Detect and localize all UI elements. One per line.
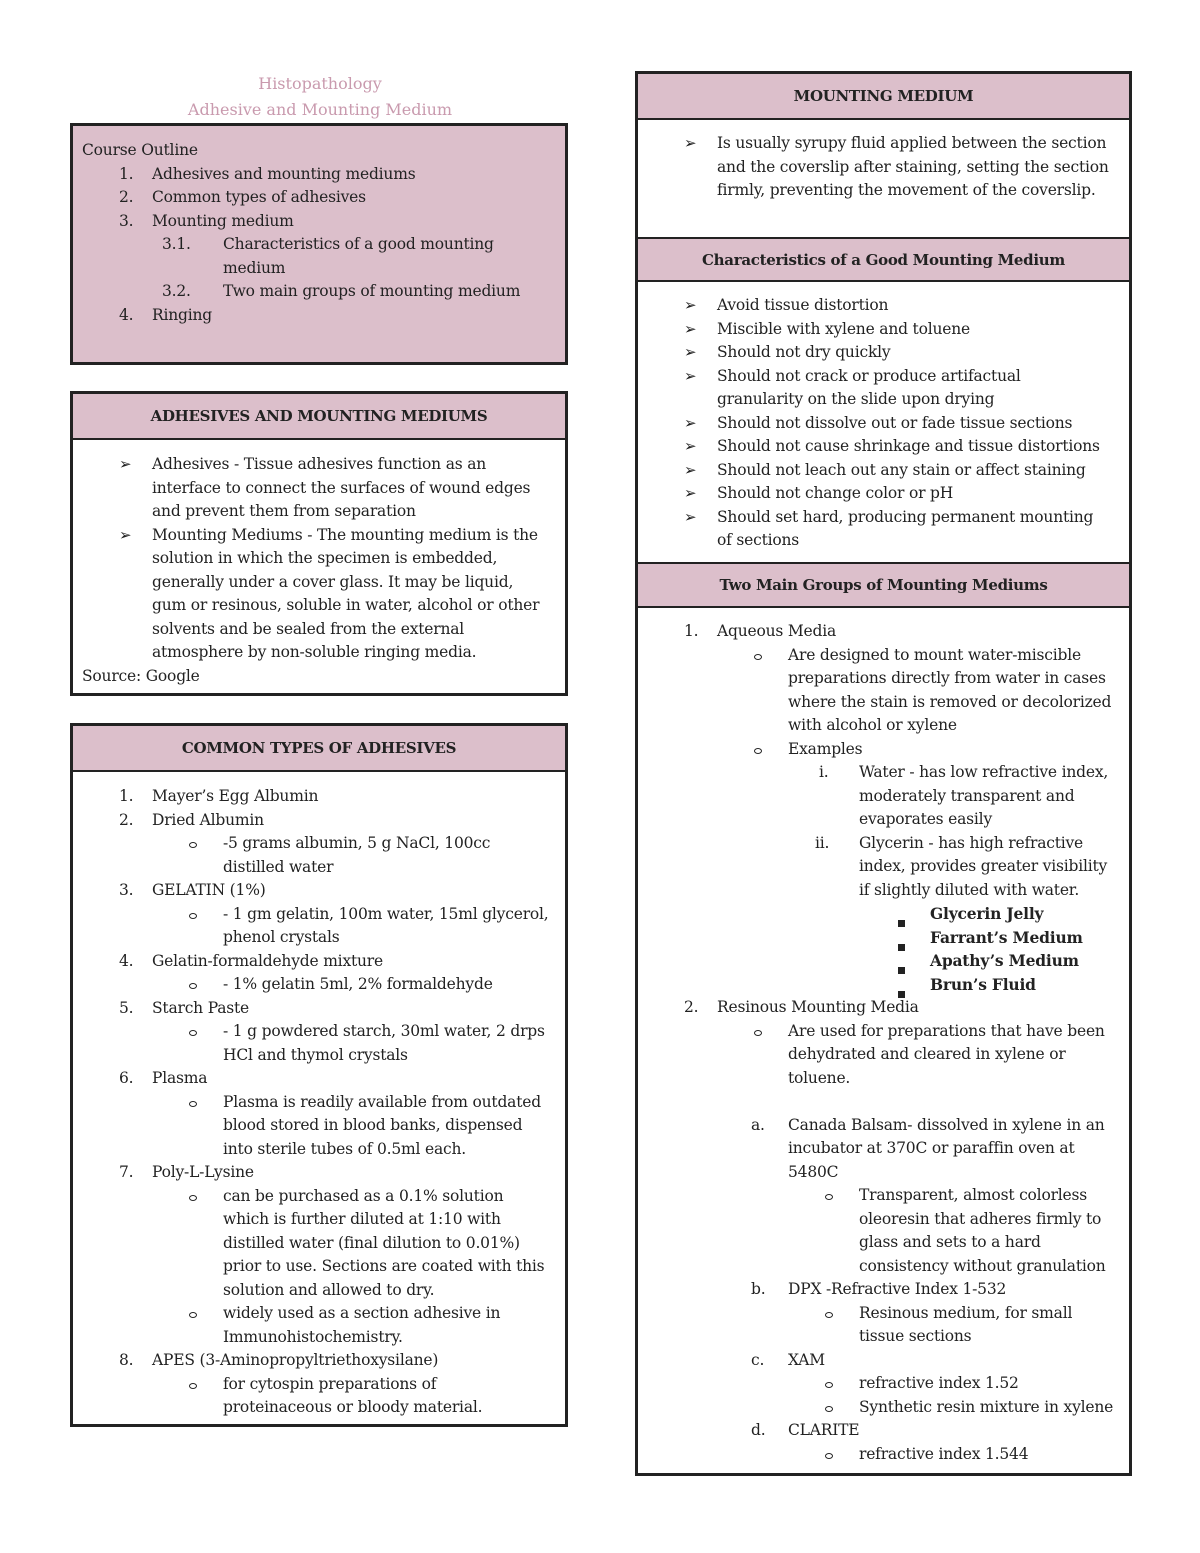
- example-item: moderately transparent and: [859, 786, 1075, 805]
- bullet-line: ➢ Should not dry quickly: [684, 343, 891, 361]
- bullet-line: and prevent them from separation: [152, 502, 416, 520]
- bullet-line: ➢ Miscible with xylene and toluene: [684, 319, 970, 338]
- section-header: COMMON TYPES OF ADHESIVES: [73, 726, 565, 772]
- list-item: 1. Mayer’s Egg Albumin: [119, 787, 319, 805]
- list-item: 3. GELATIN (1%): [119, 881, 266, 899]
- bullet-line: generally under a cover glass. It may be liquid,: [152, 572, 514, 591]
- sub-item: proteinaceous or bloody material.: [223, 1398, 483, 1416]
- sub-item: dehydrated and cleared in xylene or: [788, 1045, 1066, 1063]
- right-column-box: [635, 71, 1132, 1476]
- bullet-line: atmosphere by non-soluble ringing media.: [152, 643, 477, 661]
- circle-bullet-icon: [189, 913, 197, 919]
- bullet-line: solvents and be sealed from the external: [152, 619, 465, 638]
- bullet-line: ➢ Should set hard, producing permanent mounting: [684, 507, 1094, 526]
- sub-item: toluene.: [788, 1068, 851, 1087]
- course-outline-box: [70, 123, 568, 365]
- sub-item: Synthetic resin mixture in xylene: [647, 1396, 1129, 1420]
- common-adhesives-box: [70, 723, 568, 1427]
- example-item: evaporates easily: [859, 810, 992, 828]
- sub-item: prior to use. Sections are coated with this: [223, 1257, 545, 1275]
- medium-item: Apathy’s Medium: [647, 949, 1129, 973]
- section-header: MOUNTING MEDIUM: [638, 74, 1129, 120]
- page-subtitle: Adhesive and Mounting Medium: [187, 100, 453, 119]
- sub-item: with alcohol or xylene: [788, 716, 957, 734]
- sub-item: oleoresin that adheres firmly to: [859, 1209, 1102, 1228]
- circle-bullet-icon: [189, 1383, 197, 1389]
- resin-item: b. DPX -Refractive Index 1-532: [751, 1280, 1007, 1298]
- sub-item: HCl and thymol crystals: [223, 1045, 408, 1064]
- list-item: 6. Plasma: [119, 1069, 208, 1087]
- bullet-line: ➢ Adhesives - Tissue adhesives function as an: [119, 455, 487, 473]
- medium-item: Glycerin Jelly: [647, 902, 1129, 926]
- sub-item: Plasma is readily available from outdated: [82, 1091, 565, 1115]
- example-item: index, provides greater visibility: [859, 857, 1108, 875]
- bullet-line: ➢ Should not crack or produce artifactual: [684, 366, 1021, 385]
- list-item: 8. APES (3-Aminopropyltriethoxysilane): [119, 1351, 439, 1369]
- page-title: Histopathology: [258, 74, 382, 93]
- circle-bullet-icon: [754, 1030, 762, 1036]
- circle-bullet-icon: [189, 1101, 197, 1107]
- sub-item: consistency without granulation: [859, 1256, 1106, 1275]
- sub-item: into sterile tubes of 0.5ml each.: [223, 1139, 467, 1158]
- blank-line: [647, 1090, 1129, 1114]
- resin-item: incubator at 370C or paraffin oven at: [788, 1139, 1075, 1157]
- sub-item: Examples: [647, 738, 1129, 762]
- circle-bullet-icon: [189, 1030, 197, 1036]
- bullet-line: ➢ Is usually syrupy fluid applied between the section: [684, 134, 1107, 152]
- sub-item: - 1% gelatin 5ml, 2% formaldehyde: [82, 973, 565, 997]
- sub-item: where the stain is removed or decolorized: [788, 692, 1112, 711]
- outline-item: 3.2. Two main groups of mounting medium: [162, 282, 521, 300]
- list-item: 1. Aqueous Media: [684, 622, 837, 640]
- sub-item: tissue sections: [859, 1327, 972, 1345]
- circle-bullet-icon: [189, 983, 197, 989]
- mounting-medium-body: [638, 120, 1129, 237]
- characteristics-body: [638, 282, 1129, 562]
- circle-bullet-icon: [825, 1194, 833, 1200]
- sub-item: phenol crystals: [223, 928, 340, 946]
- bullet-line: solution in which the specimen is embedded,: [152, 549, 498, 567]
- sub-item: Are designed to mount water-miscible: [647, 644, 1129, 668]
- bullet-line: ➢ Should not leach out any stain or affect staining: [684, 460, 1086, 479]
- bullet-line: ➢ Mounting Mediums - The mounting medium is the: [119, 525, 538, 544]
- list-item: 2. Resinous Mounting Media: [684, 998, 919, 1016]
- list-item: 5. Starch Paste: [119, 998, 250, 1017]
- outline-item: 4. Ringing: [119, 305, 212, 324]
- sub-item: blood stored in blood banks, dispensed: [223, 1116, 523, 1134]
- sub-item: glass and sets to a hard: [859, 1233, 1041, 1251]
- resin-item: 5480C: [788, 1162, 839, 1181]
- sub-item: refractive index 1.544: [647, 1443, 1129, 1467]
- circle-bullet-icon: [189, 1195, 197, 1201]
- circle-bullet-icon: [189, 1312, 197, 1318]
- circle-bullet-icon: [825, 1382, 833, 1388]
- circle-bullet-icon: [825, 1312, 833, 1318]
- bullet-line: ➢ Should not dissolve out or fade tissue sections: [684, 413, 1073, 432]
- section-header: Two Main Groups of Mounting Mediums: [638, 562, 1129, 608]
- sub-item: widely used as a section adhesive in: [82, 1302, 565, 1326]
- sub-item: which is further diluted at 1:10 with: [223, 1210, 501, 1228]
- resin-item: c. XAM: [751, 1350, 825, 1369]
- adhesives-mounting-box: [70, 391, 568, 696]
- circle-bullet-icon: [754, 654, 762, 660]
- sub-item: Are used for preparations that have been: [647, 1020, 1129, 1044]
- sub-item: -5 grams albumin, 5 g NaCl, 100cc: [82, 832, 565, 856]
- bullet-line: ➢ Avoid tissue distortion: [684, 296, 889, 314]
- sub-item: distilled water: [223, 857, 334, 876]
- sub-item: for cytospin preparations of: [82, 1373, 565, 1397]
- section-header: Characteristics of a Good Mounting Medium: [638, 237, 1129, 282]
- outline-item-cont: medium: [223, 258, 286, 277]
- list-item: 4. Gelatin-formaldehyde mixture: [119, 951, 383, 970]
- bullet-line: of sections: [717, 531, 800, 549]
- bullet-line: ➢ Should not cause shrinkage and tissue distortions: [684, 437, 1100, 455]
- resin-item: a. Canada Balsam- dissolved in xylene in an: [751, 1115, 1105, 1134]
- medium-item: Brun’s Fluid: [647, 973, 1129, 997]
- section-header: ADHESIVES AND MOUNTING MEDIUMS: [73, 394, 565, 440]
- source-note: Source: Google: [82, 666, 200, 685]
- outline-item: 1. Adhesives and mounting mediums: [119, 164, 416, 183]
- circle-bullet-icon: [189, 842, 197, 848]
- sub-item: - 1 g powdered starch, 30ml water, 2 drps: [82, 1020, 565, 1044]
- sub-item: can be purchased as a 0.1% solution: [82, 1185, 565, 1209]
- circle-bullet-icon: [754, 748, 762, 754]
- list-item: 2. Dried Albumin: [119, 810, 264, 829]
- outline-item: 2. Common types of adhesives: [119, 188, 366, 206]
- sub-item: Immunohistochemistry.: [223, 1327, 403, 1346]
- bullet-line: granularity on the slide upon drying: [717, 390, 995, 408]
- resin-item: d. CLARITE: [751, 1421, 860, 1439]
- list-item: 7. Poly-L-Lysine: [119, 1163, 254, 1181]
- outline-item: 3.1. Characteristics of a good mounting: [162, 235, 494, 253]
- circle-bullet-icon: [825, 1406, 833, 1412]
- example-item: i. Water - has low refractive index,: [819, 763, 1109, 781]
- sub-item: preparations directly from water in cases: [788, 669, 1106, 687]
- sub-item: Transparent, almost colorless: [647, 1184, 1129, 1208]
- circle-bullet-icon: [825, 1453, 833, 1459]
- outline-heading: Course Outline: [82, 141, 198, 159]
- sub-item: refractive index 1.52: [647, 1372, 1129, 1396]
- sub-item: Resinous medium, for small: [647, 1302, 1129, 1326]
- sub-item: - 1 gm gelatin, 100m water, 15ml glycerol,: [82, 903, 565, 927]
- example-item: if slightly diluted with water.: [859, 880, 1080, 899]
- sub-item: solution and allowed to dry.: [223, 1280, 435, 1299]
- bullet-line: gum or resinous, soluble in water, alcohol or other: [152, 596, 540, 614]
- medium-item: Farrant’s Medium: [647, 926, 1129, 950]
- bullet-line: ➢ Should not change color or pH: [684, 484, 954, 502]
- sub-item: distilled water (final dilution to 0.01%): [223, 1233, 520, 1252]
- two-groups-body: [638, 608, 1129, 1466]
- bullet-line: and the coverslip after staining, setting the section: [717, 157, 1109, 176]
- bullet-line: interface to connect the surfaces of wound edges: [152, 478, 531, 497]
- example-item: ii. Glycerin - has high refractive: [815, 833, 1084, 852]
- bullet-line: firmly, preventing the movement of the coverslip.: [717, 181, 1096, 199]
- outline-item: 3. Mounting medium: [119, 211, 294, 230]
